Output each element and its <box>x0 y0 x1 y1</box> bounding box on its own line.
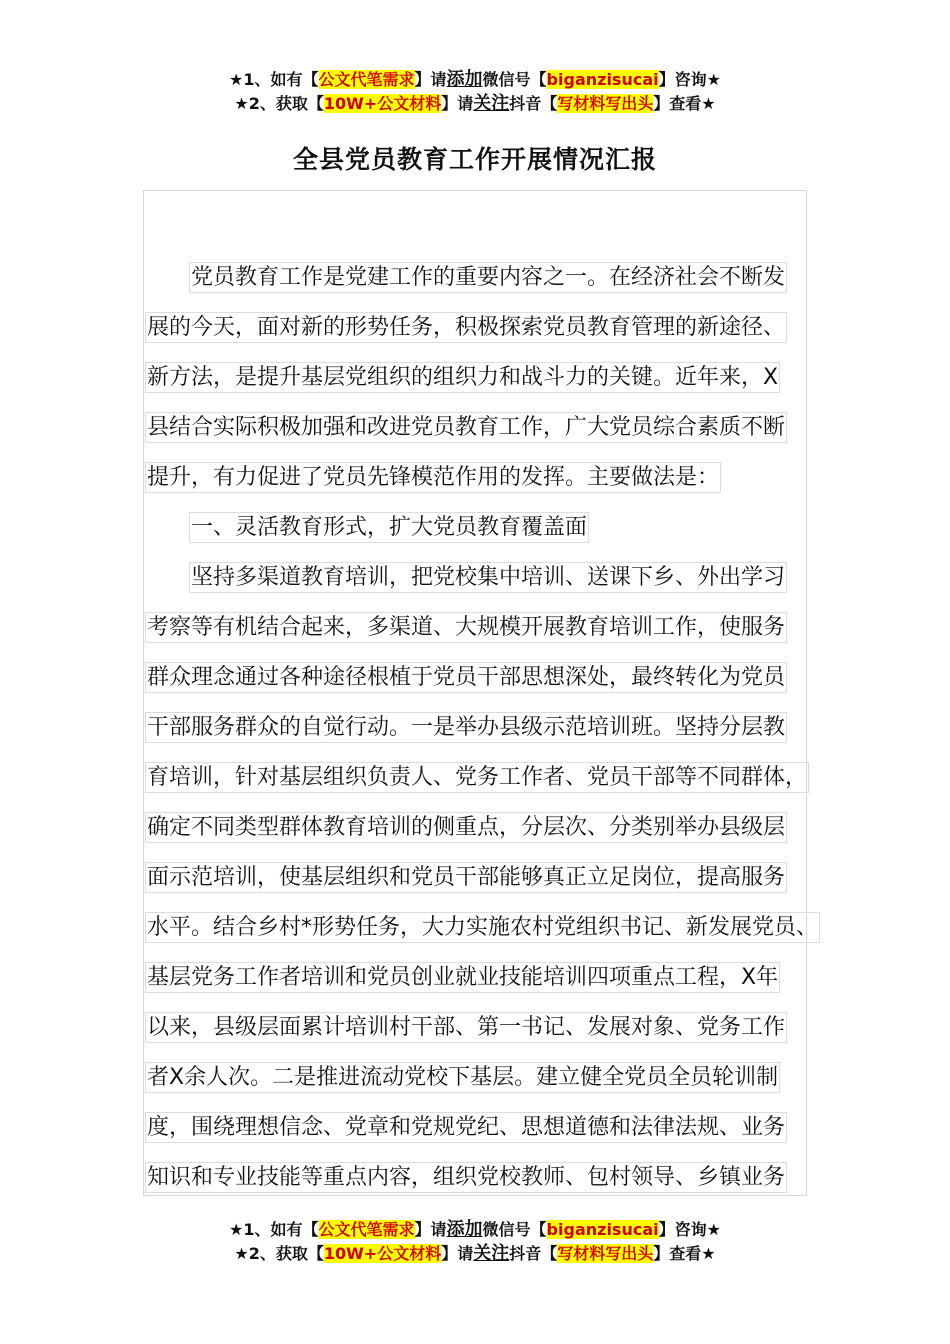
banner-text: ★1、如有【 <box>229 1220 319 1239</box>
text-line <box>145 403 825 453</box>
text-line-content: 度，围绕理想信念、党章和党规党纪、思想道德和法律法规、业务 <box>145 1112 787 1143</box>
banner-highlight: 公文代笔需求 <box>318 70 415 89</box>
banner-text: 】请 <box>441 1244 474 1263</box>
text-line <box>145 453 825 503</box>
banner-highlight: biganzisucai <box>546 1220 659 1239</box>
footer-banner <box>0 1218 950 1266</box>
text-line-content: 展的今天，面对新的形势任务，积极探索党员教育管理的新途径、 <box>145 312 787 343</box>
banner-emphasis: 关注 <box>473 1243 510 1264</box>
text-line-content: 育培训，针对基层组织负责人、党务工作者、党员干部等不同群体， <box>145 762 809 793</box>
banner-text: 抖音【 <box>509 94 558 113</box>
text-line <box>145 1003 825 1053</box>
text-line-content: 考察等有机结合起来，多渠道、大规模开展教育培训工作，使服务 <box>145 612 787 643</box>
text-line <box>145 853 825 903</box>
text-line-content: 确定不同类型群体教育培训的侧重点，分层次、分类别举办县级层 <box>145 812 787 843</box>
banner-text: 】咨询★ <box>658 1220 721 1239</box>
banner-text: 微信号【 <box>482 70 547 89</box>
text-line-content: 者X余人次。二是推进流动党校下基层。建立健全党员全员轮训制 <box>145 1062 780 1093</box>
banner-highlight: 公文代笔需求 <box>318 1220 415 1239</box>
banner-highlight: 10W+公文材料 <box>323 1244 442 1263</box>
banner-highlight: biganzisucai <box>546 70 659 89</box>
text-line <box>145 303 825 353</box>
header-banner <box>0 68 950 116</box>
text-line <box>145 603 825 653</box>
text-line <box>145 353 825 403</box>
banner-emphasis: 添加 <box>446 69 483 90</box>
banner-line-1 <box>0 68 950 92</box>
text-line-content: 新方法，是提升基层党组织的组织力和战斗力的关键。近年来，X <box>145 362 780 393</box>
text-line <box>145 653 825 703</box>
banner-text: ★1、如有【 <box>229 70 319 89</box>
text-line <box>145 753 825 803</box>
banner-line-1 <box>0 1218 950 1242</box>
banner-text: 】咨询★ <box>658 70 721 89</box>
text-line-content: 坚持多渠道教育培训，把党校集中培训、送课下乡、外出学习 <box>189 562 787 593</box>
text-line-content: 干部服务群众的自觉行动。一是举办县级示范培训班。坚持分层教 <box>145 712 787 743</box>
banner-line-2 <box>0 92 950 116</box>
text-line-content: 知识和专业技能等重点内容，组织党校教师、包村领导、乡镇业务 <box>145 1162 787 1193</box>
text-line <box>145 903 825 953</box>
text-line <box>145 953 825 1003</box>
text-line-content: 水平。结合乡村*形势任务，大力实施农村党组织书记、新发展党员、 <box>145 912 820 943</box>
banner-text: ★2、获取【 <box>234 1244 324 1263</box>
banner-text: 抖音【 <box>509 1244 558 1263</box>
text-line <box>145 1153 825 1203</box>
banner-text: 】查看★ <box>653 94 716 113</box>
text-line <box>145 803 825 853</box>
document-title: 全县党员教育工作开展情况汇报 <box>292 145 657 174</box>
banner-text: ★2、获取【 <box>234 94 324 113</box>
section-heading-text: 一、灵活教育形式，扩大党员教育覆盖面 <box>189 512 589 543</box>
text-line-content: 面示范培训，使基层组织和党员干部能够真正立足岗位，提高服务 <box>145 862 787 893</box>
banner-text: 】查看★ <box>653 1244 716 1263</box>
banner-emphasis: 关注 <box>473 93 510 114</box>
text-line <box>145 703 825 753</box>
banner-text: 】请 <box>414 70 447 89</box>
banner-text: 】请 <box>414 1220 447 1239</box>
banner-highlight: 写材料写出头 <box>557 94 654 113</box>
banner-line-2 <box>0 1242 950 1266</box>
text-line <box>145 553 825 603</box>
text-line-content: 以来，县级层面累计培训村干部、第一书记、发展对象、党务工作 <box>145 1012 787 1043</box>
banner-text: 】请 <box>441 94 474 113</box>
text-line-content: 群众理念通过各种途径根植于党员干部思想深处，最终转化为党员 <box>145 662 787 693</box>
document-body <box>145 253 825 1203</box>
banner-text: 微信号【 <box>482 1220 547 1239</box>
text-line <box>145 1103 825 1153</box>
banner-emphasis: 添加 <box>446 1219 483 1240</box>
banner-highlight: 写材料写出头 <box>557 1244 654 1263</box>
text-line-content: 基层党务工作者培训和党员创业就业技能培训四项重点工程，X年 <box>145 962 780 993</box>
text-line <box>145 253 825 303</box>
text-line-content: 党员教育工作是党建工作的重要内容之一。在经济社会不断发 <box>189 262 787 293</box>
text-line-content: 提升，有力促进了党员先锋模范作用的发挥。主要做法是： <box>145 462 721 493</box>
banner-highlight: 10W+公文材料 <box>323 94 442 113</box>
section-heading <box>145 503 825 553</box>
text-line <box>145 1053 825 1103</box>
text-line-content: 县结合实际积极加强和改进党员教育工作，广大党员综合素质不断 <box>145 412 787 443</box>
